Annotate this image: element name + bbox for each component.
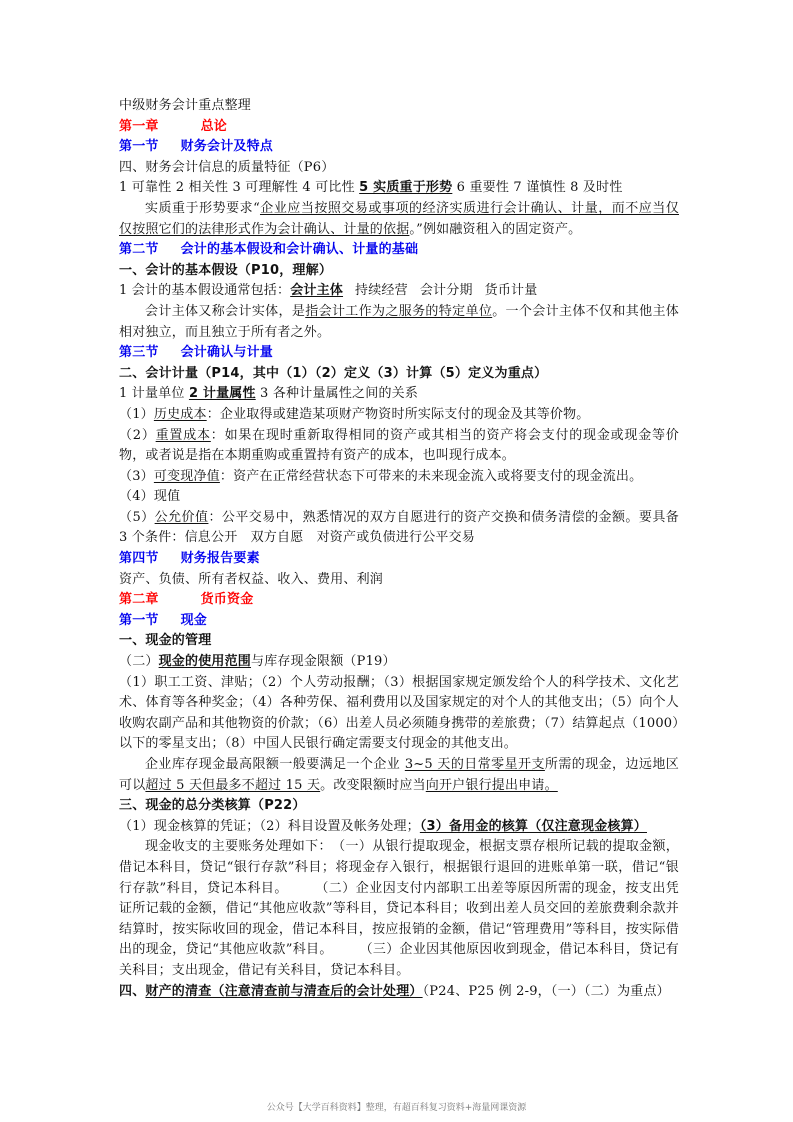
assumption-item: 持续经营	[355, 283, 408, 299]
limit-underlined: 向开户银行提出申请。	[425, 777, 558, 793]
sub-post: 与库存现金限额（P19）	[251, 654, 396, 670]
quality-list-pre: 1 可靠性 2 相关性 3 可理解性 4 可比性	[119, 180, 360, 196]
quality-key: 5 实质重于形势	[359, 180, 453, 196]
chapter-title: 总论	[200, 118, 228, 134]
section-title: 会计的基本假设和会计确认、计量的基础	[180, 242, 419, 258]
item-term: 公允价值	[154, 509, 209, 525]
section-label: 第一节	[119, 612, 159, 628]
doc-title: 中级财务会计重点整理	[119, 98, 252, 113]
document-page	[119, 96, 679, 1002]
section-label: 第四节	[119, 551, 159, 567]
limit-text: 所需的现金，边远地区可以	[119, 757, 679, 793]
cash-scope-list: （1）职工工资、津贴；（2）个人劳动报酬；（3）根据国家规定颁发给个人的科学技术、文化艺术、体育等各种奖金；（4）各种劳保、福利费用以及国家规定的对个人的其他支出；（5）向个人收购农副产品和其他物资的价款；（6）出差人员必须随身携带的差旅费；（7）结算起点（1000）以下的零星支出；（8）中国人民银行确定需要支付现金的其他支出。	[119, 674, 679, 752]
substance-paragraph	[119, 199, 679, 240]
item-desc: ：资产在正常经营状态下可带来的未来现金流入或将要支付的现金流出。	[219, 468, 643, 484]
item-num: （5）	[119, 509, 155, 525]
chapter-label: 第二章	[119, 592, 159, 608]
item-num: （2）	[119, 427, 156, 443]
assumption-item: 会计分期	[419, 283, 473, 299]
report-elements: 资产、负债、所有者权益、收入、费用、利润	[119, 571, 384, 587]
measurement-item	[119, 487, 679, 508]
cash-accounting-list	[119, 817, 679, 838]
chapter-2-heading	[119, 590, 679, 611]
measurement-item	[119, 508, 679, 549]
assumption-list	[119, 281, 679, 302]
item-desc: 现值	[153, 489, 181, 505]
limit-underlined: 3~5 天的日常零星开支	[404, 757, 545, 772]
assumption-pre: 1 会计的基本假设通常包括：	[119, 283, 291, 299]
entity-underlined: 指会计工作为之服务的特定单位	[305, 303, 493, 319]
section-label: 第二节	[119, 242, 159, 258]
sub-key: 现金的使用范围	[158, 654, 252, 670]
acct-pre: （1）现金核算的凭证；（2）科目设置及帐务处理；	[119, 818, 420, 834]
h4-pre: 四、	[119, 983, 146, 999]
item-num: （3）	[119, 468, 154, 484]
entity-paragraph	[119, 302, 679, 343]
measurement-item	[119, 405, 679, 426]
measure-post: 3 各种计量属性之间的关系	[255, 386, 419, 402]
section-title: 会计确认与计量	[180, 345, 274, 361]
footer-watermark: 公众号【大学百科资料】整理，有超百科复习资料+海量网课资源	[266, 1103, 527, 1113]
section-1-3-heading	[119, 343, 679, 364]
item-term: 历史成本	[153, 406, 207, 422]
measure-pre: 1 计量单位	[119, 386, 189, 402]
assumption-key: 会计主体	[290, 283, 344, 299]
entity-pre: 会计主体又称会计实体，是	[145, 303, 306, 319]
item-desc: ：企业取得或建造某项财产物资时所实际支付的现金及其等价物。	[206, 406, 590, 422]
cash-entries-paragraph: 现金收支的主要账务处理如下： （一）从银行提取现金，根据支票存根所记载的提取金额，借记本科目，贷记“银行存款”科目；将现金存入银行，根据银行退回的进账单第一联，借记“银行存款”科目，贷记本科目。 （二）企业因支付内部职工出差等原因所需的现金，按支出凭证所记载的金额，借记“其他应收款”等科目，贷记本科目；收到出差人员交回的差旅费剩余款并结算时，按实际收回的现金，借记本科目，按应报销的金额，借记“管理费用”等科目，按实际借出的现金，贷记“其他应收款”科目。 （三）企业因其他原因收到现金，借记本科目，贷记有关科目；支出现金，借记有关科目，贷记本科目。	[119, 839, 679, 978]
item-desc: ：如果在现时重新取得相同的资产或其相当的资产将会支付的现金或现金等价物，或者说是指在本期重购或重置持有资产的成本，也叫现行成本。	[119, 427, 679, 464]
section-1-4-heading	[119, 549, 679, 570]
acct-key: （3）备用金的核算（仅注意现金核算）	[419, 818, 647, 834]
entity-post: 。一个会计主体不仅和其他主体相对独立，而且独立于所有者之外。	[119, 303, 679, 340]
section-1-2-heading	[119, 240, 679, 261]
cash-limit-paragraph	[119, 755, 679, 796]
measurement-item	[119, 467, 679, 488]
item-num: （4）	[119, 489, 154, 505]
chapter-1-heading	[119, 117, 679, 138]
inventory-check-heading	[119, 982, 679, 1003]
section-label: 第三节	[119, 345, 159, 361]
section-2-1-heading	[119, 611, 679, 632]
chapter-title: 货币资金	[200, 592, 254, 608]
para-post: 。”例如融资租入的固定资产。	[409, 221, 582, 237]
cash-management-heading: 一、现金的管理	[119, 633, 212, 649]
quality-heading: 四、财务会计信息的质量特征（P6）	[119, 159, 335, 175]
h4-key: 财产的清查（注意清查前与清查后的会计处理）	[145, 983, 423, 999]
item-desc: ：公平交易中，熟悉情况的双方自愿进行的资产交换和债务清偿的金额。要具备 3 个条件：信息公开 双方自愿 对资产或负债进行公平交易	[119, 509, 679, 546]
section-1-1-heading	[119, 137, 679, 158]
measure-key: 2 计量属性	[188, 386, 256, 402]
section-title: 财务会计及特点	[180, 139, 274, 155]
measurement-item	[119, 426, 679, 467]
measurement-heading: 二、会计计量（P14，其中（1）（2）定义（3）计算（5）定义为重点）	[119, 365, 548, 381]
assumption-heading: 一、会计的基本假设（P10，理解）	[119, 262, 333, 278]
section-title: 财务报告要素	[180, 551, 260, 567]
quality-list-post: 6 重要性 7 谨慎性 8 及时性	[452, 180, 623, 196]
section-title: 现金	[180, 612, 208, 628]
assumption-item: 货币计量	[484, 283, 538, 299]
para-underlined: 企业应当按照交易或事项的经济实质进行会计确认、计量，而不应当仅仅按照它们的法律形式作为会计确认、计量的依据	[119, 200, 679, 237]
h4-post: （P24、P25 例 2-9，（一）（二）为重点）	[422, 983, 670, 999]
section-label: 第一节	[119, 139, 159, 155]
limit-underlined: 超过 5 天但最多不超过 15 天	[145, 777, 321, 793]
item-term: 可变现净值	[153, 468, 220, 484]
cash-scope-heading	[119, 652, 679, 673]
para-pre: 实质重于形势要求“	[145, 200, 260, 216]
sub-num: （二）	[119, 654, 159, 670]
measurement-list	[119, 384, 679, 405]
chapter-label: 第一章	[119, 118, 159, 134]
quality-list	[119, 178, 679, 199]
item-term: 重置成本	[155, 427, 211, 443]
cash-accounting-heading: 三、现金的总分类核算（P22）	[119, 798, 306, 814]
limit-text: 企业库存现金最高限额一般要满足一个企业	[145, 757, 405, 772]
limit-text: 。改变限额时应当	[320, 777, 426, 793]
item-num: （1）	[119, 406, 154, 422]
